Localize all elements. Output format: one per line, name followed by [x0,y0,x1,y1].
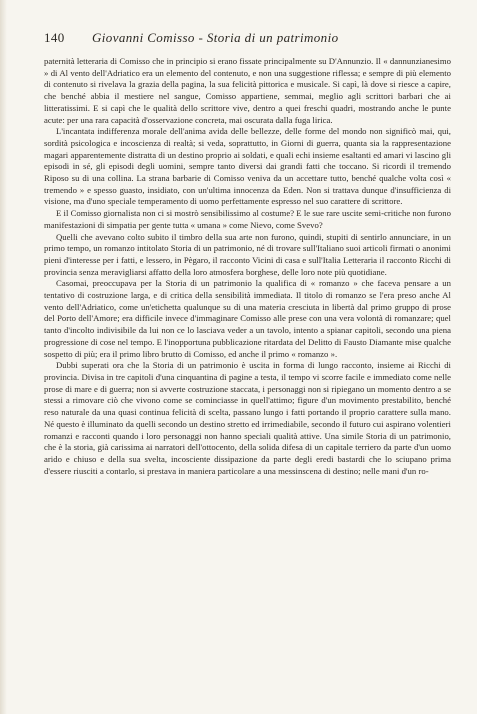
page-number: 140 [44,30,65,45]
paragraph: L'incantata indifferenza morale dell'anima avida delle bellezze, delle forme del mondo non significò mai, qui, sordità psicologica e incoscienza di realtà; si veda, soprattutto, in Giorni di guerra, quanta sia la rappresentazione magari apparentemente distratta di un destino proprio ai soldati, e quali echi insieme esaltanti ed amari vi lascino gli episodi in sé, gli episodi degli uomini, sempre tanto diversi dai grandi fatti che toccano. Si ricordi il tremendo Riposo su di una collina. La strana barbarie di Comisso veniva da un accettare tutto, benché qualche volta così « tremendo » e spesso guasto, insidiato, con un'ultima innocenza da Eden. Non si trattava dunque d'insufficienza di visione, ma d'uno speciale temperamento di uomo perfettamente espresso nel suo carattere di scrittore. [44,126,451,207]
paragraph: Dubbi superati ora che la Storia di un patrimonio è uscita in forma di lungo racconto, insieme ai Ricchi di provincia. Divisa in tre capitoli d'una cinquantina di pagine a testa, il tempo vi scorre facile e immediato come nelle prose di mare e di guerra; non si avverte costruzione staccata, i personaggi non si ripiegano un momento dentro a se stessi a rimovare ciò che vivono come se cominciasse in quell'attimo; figure d'un movimento prestabilito, benché reso naturale da una quasi continua felicità di scelta, passano lungo i fatti portando il proprio carattere sulla mano. Né questo è illuminato da quelli secondo un destino stretto ed irrimediabile, secondo il futuro cui aspirano volentieri romanzi e racconti quando i loro personaggi non hanno speciali qualità attive. Una simile Storia di un patrimonio, che è la storia, già carissima ai narratori dell'ottocento, della solida difesa di un capitale terriero da parte d'un uomo arido e chiuso e della sua svelta, incosciente dissipazione da parte degli eredi bastardi che lo sciupano prima d'essere riusciti a contarlo, si prestava in maniera particolare a una messinscena di destino; nelle mani d'un ro- [44,360,451,476]
paragraph: Casomai, preoccupava per la Storia di un patrimonio la qualifica di « romanzo » che faceva pensare a un tentativo di costruzione larga, e di critica della sensibilità immediata. Il titolo di romanzo se l'era preso anche Al vento dell'Adriatico, come un'etichetta qualunque su di una materia cresciuta in libertà dal primo gruppo di prose del Porto dell'Amore; era difficile invece d'immaginare Comisso alle prese con una vera volontà di romanzare; quel tanto d'incolto indivisibile da lui non ce lo lasciava veder a un tavolo, intento a spianar capitoli, secondo una piena progressione di cose nel tempo. E l'inopportuna pubblicazione ritardata del Delitto di Fausto Diamante mise qualche sospetto di più; era il primo libro brutto di Comisso, ed anche il primo « romanzo ». [44,278,451,359]
body-text [44,56,451,477]
paragraph: paternità letteraria di Comisso che in principio si erano fissate principalmente su D'Annunzio. Il « dannunzianesimo » di Al vento dell'Adriatico era un elemento del contenuto, e non una suggestione riflessa; e sempre di più elemento di contenuto si rivelava la grazia della pagina, la sua felicità pittorica e musicale. Si capì, là dove si riesce a capire, che benché abbia il mestiere nel sangue, Comisso appartiene, semmai, meglio agli scrittori barbari che ai litteratissimi. E si capì che le qualità dello scrittore vive, dentro a quei freschi quadri, mostrando anche le punte acute: per una rara capacità d'osservazione concreta, mai oscurata dalla fuga lirica. [44,56,451,125]
paragraph: E il Comisso giornalista non ci si mostrò sensibilissimo al costume? E le sue rare uscite semi-critiche non furono manifestazioni di simpatia per gente tutta « umana » come Nievo, come Svevo? [44,208,451,230]
paragraph: Quelli che avevano colto subito il timbro della sua arte non furono, quindi, stupiti di sentirlo annunciare, in un primo tempo, un romanzo intitolato Storia di un patrimonio, né di trovare sull'Italiano suoi articoli firmati o anonimi pieni d'interesse per i fatti, e lessero, in Pègaro, il racconto Vicini di casa e sull'Italia Letteraria il racconto Ricchi di provincia senza meravigliarsi affatto della loro atmosfera borghese, delle loro note più quotidiane. [44,231,451,277]
running-header [44,30,451,50]
running-title: Giovanni Comisso - Storia di un patrimonio [92,30,339,45]
